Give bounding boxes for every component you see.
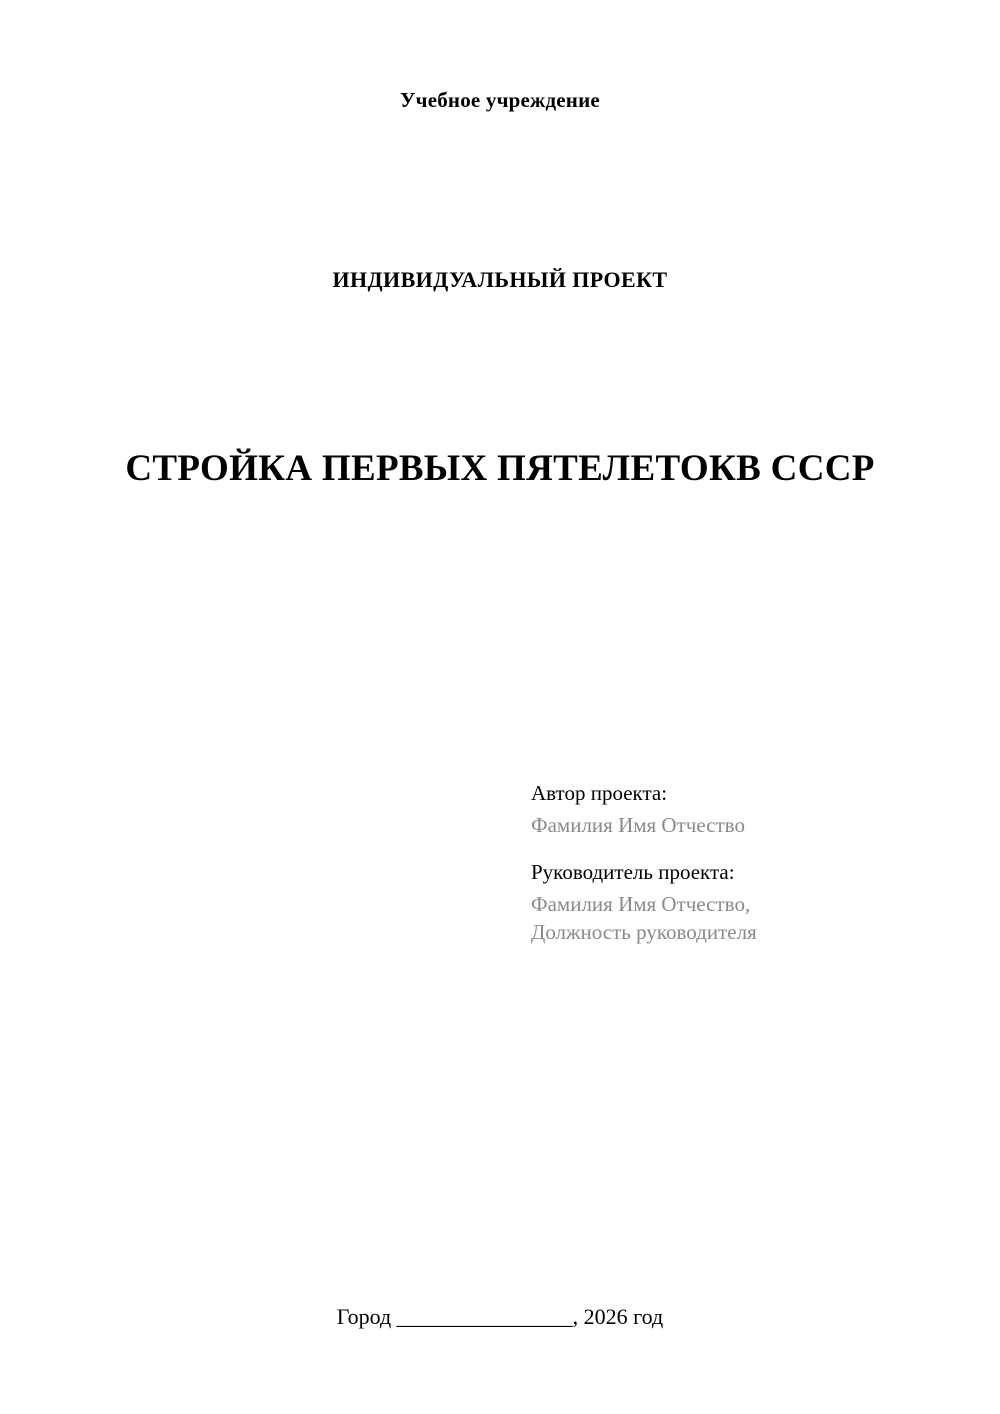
- supervisor-block: [531, 862, 951, 943]
- supervisor-value-name: Фамилия Имя Отчество,: [531, 892, 751, 916]
- document-type: ИНДИВИДУАЛЬНЫЙ ПРОЕКТ: [332, 267, 668, 292]
- institution-name: Учебное учреждение: [400, 88, 600, 112]
- city-and-year: Город ________________, 2026 год: [336, 1304, 664, 1329]
- author-value: Фамилия Имя Отчество: [531, 813, 745, 837]
- supervisor-value-position: Должность руководителя: [531, 920, 757, 944]
- credits-block: [531, 783, 951, 969]
- author-label: Автор проекта:: [531, 781, 668, 805]
- author-block: [531, 783, 951, 836]
- supervisor-label: Руководитель проекта:: [531, 860, 735, 884]
- page-footer: [0, 1304, 1000, 1330]
- page-title: СТРОЙКА ПЕРВЫХ ПЯТЕЛЕТОКВ СССР: [125, 448, 875, 489]
